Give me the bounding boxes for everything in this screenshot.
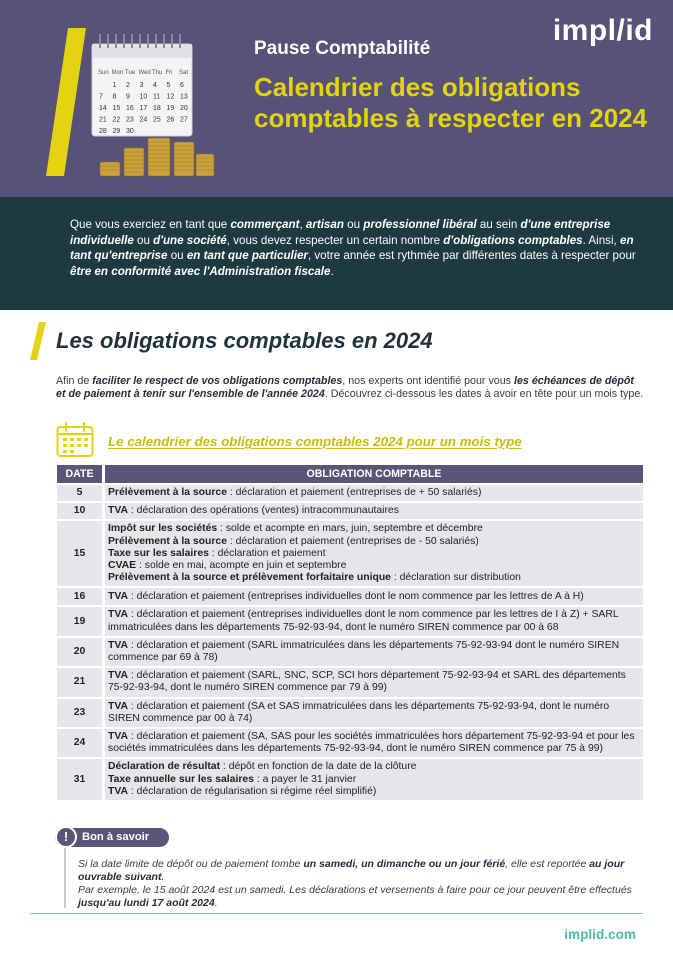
obligation-text-run: : déclaration et paiement — [208, 547, 326, 559]
obligation-text-run: : déclaration des opérations (ventes) intracommunautaires — [128, 505, 399, 517]
table-row — [57, 668, 643, 696]
calendar-day-number: 18 — [153, 105, 161, 112]
row-date: 21 — [57, 668, 105, 696]
obligation-text-run: TVA — [108, 700, 129, 712]
obligation-text-run: : déclaration et paiement (entreprises de + 50 salariés) — [226, 487, 482, 498]
footer-divider — [30, 913, 643, 914]
intro-text-run: d'une entreprise individuelle — [70, 218, 611, 247]
intro-text-run: d'une société — [153, 233, 227, 247]
section-title: Les obligations comptables en 2024 — [56, 328, 433, 353]
obligation-text-run: Prélèvement à la source — [108, 535, 227, 547]
row-date: 20 — [57, 638, 105, 666]
intro-text-run: commerçant — [230, 218, 300, 231]
calendar-day-label: Mon — [111, 70, 124, 76]
obligation-line — [108, 774, 639, 786]
table-row — [57, 759, 643, 800]
calendar-day-number: 10 — [139, 93, 148, 101]
hero-kicker: Pause Comptabilité — [254, 38, 431, 59]
intro-text-run: . Ainsi, — [582, 233, 620, 247]
calendar-day-number: 3 — [139, 82, 144, 89]
obligation-line — [108, 536, 639, 548]
row-obligation — [105, 729, 643, 757]
calendar-day-number: 21 — [99, 116, 107, 124]
obligation-text-run: : déclaration de régularisation si régime réel simplifié) — [128, 785, 377, 797]
page-title: Calendrier des obligations comptables à respecter en 2024 — [254, 72, 648, 133]
footer-url[interactable]: implid.com — [564, 927, 636, 942]
obligation-text-run: CVAE — [108, 560, 137, 572]
obligation-line — [108, 560, 639, 572]
calendar-day-number: 4 — [153, 82, 157, 89]
calendar-day-label: Tue — [125, 70, 136, 76]
calendar-day-number: 14 — [99, 105, 107, 112]
calendar-day-label: Fri — [165, 70, 173, 76]
obligation-line — [108, 761, 639, 773]
obligation-line — [108, 572, 639, 584]
calendar-day-number: 30 — [126, 128, 134, 135]
obligation-text-run: : déclaration et paiement (SA et SAS immatriculées dans les départements 75-92-93-94, dont le numéro SIREN commence par 00 à 74) — [108, 700, 610, 724]
intro-text-run: en tant que particulier — [186, 249, 308, 262]
calendar-day-number: 22 — [112, 116, 121, 124]
obligation-column-header: OBLIGATION COMPTABLE — [105, 465, 643, 483]
section-text-run: , nos experts ont identifié pour vous — [342, 375, 514, 387]
tip-label: Bon à savoir — [82, 831, 150, 843]
table-title: Le calendrier des obligations comptables 2024 pour un mois type — [108, 434, 522, 449]
tip-text-run: Si la date limite de dépôt ou de paiement tombe — [78, 858, 304, 870]
section-description — [56, 375, 646, 402]
obligation-text-run: Taxe sur les salaires — [108, 547, 209, 559]
obligation-text-run: : déclaration et paiement (SARL, SNC, SCP, SCI hors département 75-92-93-94 et SARL des départements 75-92-93-94, dont le numéro SIREN commence par 79 à 99) — [108, 670, 626, 694]
row-date: 16 — [57, 588, 105, 605]
row-date: 23 — [57, 699, 105, 727]
intro-text-run: , vous devez respecter un certain nombre — [226, 233, 444, 247]
calendar-day-number: 25 — [153, 116, 161, 124]
table-row — [57, 485, 643, 501]
intro-text-run: être en conformité avec l'Administration fiscale — [70, 264, 331, 278]
obligation-text-run: : a payer le 31 janvier — [253, 773, 357, 785]
row-obligation — [105, 588, 643, 605]
intro-paragraph — [70, 217, 650, 279]
implid-logo: impl/id — [552, 14, 653, 47]
calendar-day-number: 2 — [126, 82, 130, 89]
section-text-run: faciliter le respect de vos obligations comptables — [92, 375, 343, 387]
intro-text-run: professionnel libéral — [363, 218, 477, 231]
obligation-text-run: TVA — [108, 731, 129, 743]
calendar-day-number: 6 — [180, 82, 184, 89]
calendar-day-label: Wed — [138, 70, 151, 76]
obligation-text-run: TVA — [108, 639, 129, 651]
intro-text-run: au sein — [476, 218, 521, 231]
tip-text — [78, 858, 646, 910]
table-row — [57, 588, 643, 605]
hero-banner — [0, 0, 673, 197]
tip-text-run: jusqu'au lundi 17 août 2024 — [78, 897, 215, 909]
row-obligation — [105, 503, 643, 519]
row-date: 15 — [57, 521, 105, 586]
calendar-day-label: Thu — [152, 70, 163, 76]
section-text-run: . Découvrez ci-dessous les dates à avoir en tête pour un mois type. — [324, 388, 644, 401]
row-date: 10 — [57, 503, 105, 519]
intro-text-run: Que vous exerciez en tant que — [70, 218, 231, 231]
row-date: 19 — [57, 607, 105, 635]
obligation-line — [108, 505, 639, 517]
obligation-text-run: : déclaration et paiement (SARL immatriculées dans les départements 75-92-93-94 dont le numéro SIREN commence par 69 à 78) — [108, 639, 620, 664]
calendar-day-number: 8 — [112, 93, 117, 101]
obligation-text-run: TVA — [108, 609, 129, 621]
row-obligation — [105, 638, 643, 666]
tip-text-run: un samedi, un dimanche ou un jour férié — [303, 858, 506, 870]
calendar-day-number: 11 — [153, 93, 161, 101]
intro-text-run: artisan — [305, 218, 344, 231]
obligation-line — [108, 523, 639, 535]
calendar-day-number: 20 — [180, 105, 188, 112]
tip-text-run: au jour ouvrable suivant — [78, 858, 625, 883]
obligation-text-run: TVA — [108, 590, 129, 602]
obligation-line — [108, 670, 639, 694]
calendar-day-number: 16 — [126, 105, 134, 112]
calendar-day-number: 13 — [180, 93, 188, 101]
section-text-run: Afin de — [56, 375, 93, 387]
calendar-day-number: 27 — [180, 116, 188, 124]
obligation-text-run: : dépôt en fonction de la date de la clôture — [220, 761, 417, 773]
obligation-text-run: TVA — [108, 785, 129, 797]
date-column-header: DATE — [57, 465, 105, 483]
desk-calendar-image — [90, 30, 195, 140]
calendar-day-number: 23 — [126, 116, 134, 124]
calendar-day-number: 9 — [126, 93, 130, 101]
obligation-line — [108, 640, 639, 664]
table-header-row — [57, 465, 643, 483]
calendar-day-number: 1 — [112, 82, 117, 89]
tip-text-run: , elle est reportée — [505, 858, 590, 870]
table-row — [57, 503, 643, 519]
intro-text-run: d'obligations comptables — [443, 233, 583, 247]
accent-slash — [46, 28, 86, 176]
row-obligation — [105, 759, 643, 800]
row-obligation — [105, 485, 643, 501]
row-date: 24 — [57, 729, 105, 757]
calendar-day-number: 26 — [166, 116, 175, 124]
obligation-text-run: : solde en mai, acompte en juin et septembre — [136, 560, 347, 572]
obligation-text-run: : déclaration et paiement (SA, SAS pour les sociétés immatriculées hors département 75-92-93-94 et pour les sociétés immatriculées dans les départements 75-92-93-94, dont le numéro SIREN commence par 75 à 99) — [108, 731, 635, 755]
tip-text-run: . — [214, 897, 218, 909]
tip-text-run: . — [161, 871, 165, 883]
obligation-text-run: Taxe annuelle sur les salaires — [108, 773, 254, 785]
intro-band — [0, 197, 673, 310]
exclamation-icon: ! — [55, 826, 77, 848]
coins-stack-image — [92, 128, 222, 178]
obligation-line — [108, 786, 639, 798]
row-obligation — [105, 668, 643, 696]
obligation-text-run: : déclaration et paiement (entreprises individuelles dont le nom commence par les lettres de I à Z) + SARL immatriculées dans les départements 75-92-93-94, dont le numéro SIREN commence par 00 à 68 — [108, 609, 619, 633]
section-accent-slash — [30, 322, 46, 360]
obligation-text-run: Impôt sur les sociétés — [108, 523, 218, 535]
calendar-icon — [56, 422, 96, 458]
row-date: 31 — [57, 759, 105, 800]
obligation-text-run: Prélèvement à la source — [108, 487, 227, 498]
calendar-day-number: 28 — [99, 128, 107, 135]
section-text-run: les échéances de dépôt et de paiement à tenir sur l'ensemble de l'année 2024 — [56, 375, 634, 401]
obligation-text-run: : déclaration et paiement (entreprises de - 50 salariés) — [226, 535, 479, 547]
calendar-day-number: 7 — [99, 93, 103, 101]
table-row — [57, 607, 643, 635]
table-row — [57, 699, 643, 727]
calendar-day-label: Sun — [98, 70, 109, 76]
intro-text-run: . — [330, 264, 334, 278]
obligation-line — [108, 701, 639, 725]
intro-text-run: ou — [133, 233, 154, 247]
intro-text-run: ou — [167, 249, 187, 262]
obligations-table — [57, 463, 643, 802]
tip-text-run: Par exemple, le 15 août 2024 est un samedi. Les déclarations et versements à faire pour ce jour peuvent être effectués — [78, 884, 632, 896]
calendar-day-number: 19 — [166, 105, 175, 112]
obligation-text-run: TVA — [108, 670, 129, 682]
obligation-text-run: Déclaration de résultat — [108, 761, 221, 773]
tip-divider — [64, 848, 66, 908]
tip-paragraph — [78, 884, 646, 910]
table-row — [57, 521, 643, 586]
obligation-text-run: : déclaration sur distribution — [390, 572, 521, 584]
calendar-day-number: 5 — [166, 82, 171, 89]
obligation-line — [108, 548, 639, 560]
calendar-day-number: 17 — [139, 105, 148, 112]
row-obligation — [105, 521, 643, 586]
intro-text-run: , votre année est rythmée par différentes dates à respecter pour — [307, 249, 636, 262]
calendar-day-number: 12 — [166, 93, 175, 101]
calendar-day-number: 29 — [112, 128, 121, 135]
calendar-day-number: 24 — [139, 116, 148, 124]
calendar-day-label: Sat — [179, 70, 189, 76]
obligation-text-run: : solde et acompte en mars, juin, septembre et décembre — [217, 523, 483, 535]
table-row — [57, 729, 643, 757]
obligation-text-run: Prélèvement à la source et prélèvement forfaitaire unique — [108, 572, 391, 584]
table-row — [57, 638, 643, 666]
obligation-text-run: TVA — [108, 505, 129, 517]
obligation-text-run: : déclaration et paiement (entreprises individuelles dont le nom commence par les lettres de A à H) — [128, 590, 584, 602]
obligation-line — [108, 609, 639, 633]
obligation-line — [108, 591, 639, 603]
obligation-line — [108, 731, 639, 755]
calendar-day-number: 15 — [112, 105, 121, 112]
row-obligation — [105, 699, 643, 727]
row-date: 5 — [57, 485, 105, 501]
obligation-line — [108, 487, 639, 499]
intro-text-run: , — [299, 218, 306, 231]
row-obligation — [105, 607, 643, 635]
tip-paragraph — [78, 858, 646, 884]
intro-text-run: ou — [343, 218, 364, 231]
intro-text-run: en tant qu'entreprise — [70, 233, 634, 262]
